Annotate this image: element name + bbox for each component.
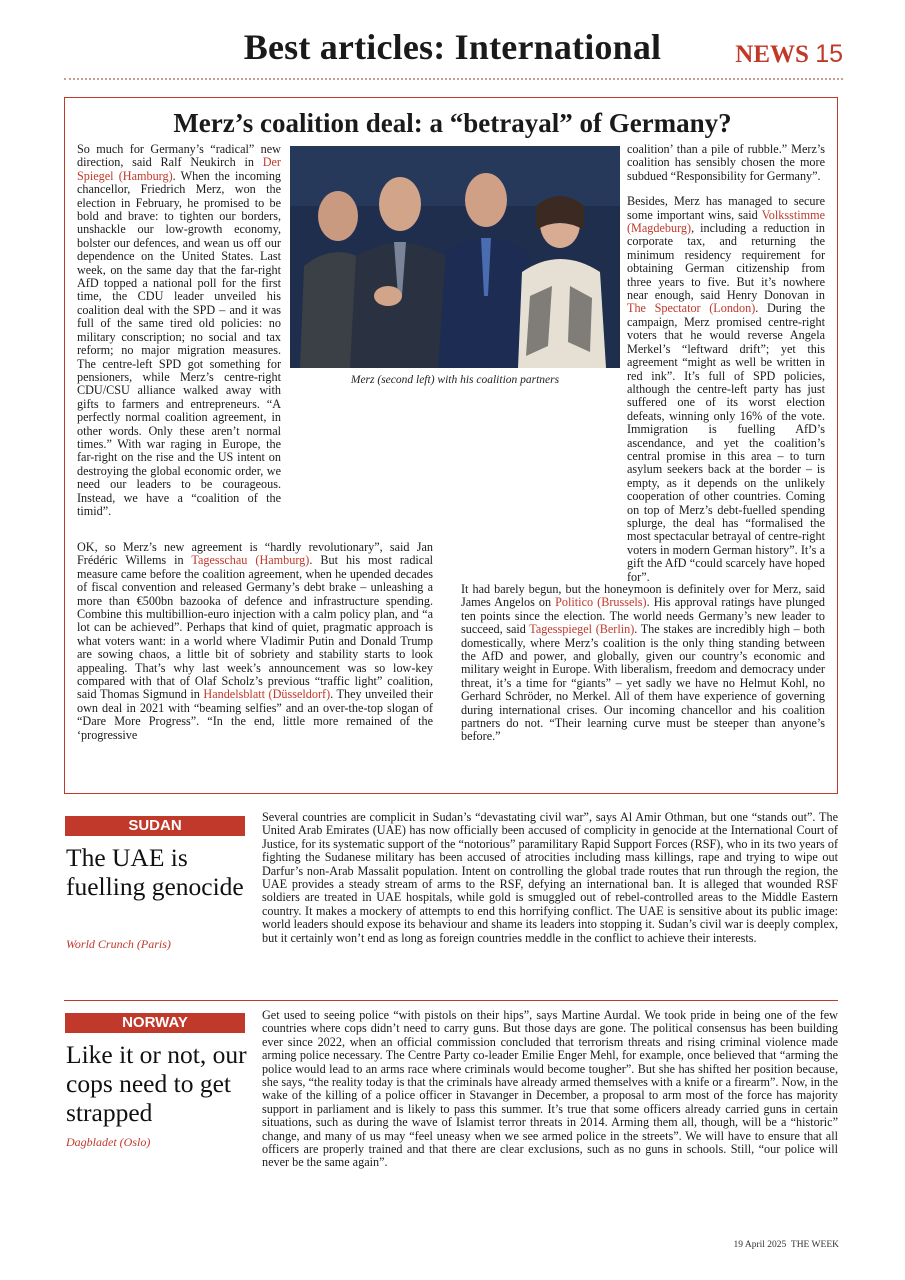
page-number: 15 — [815, 40, 843, 68]
sidebar-divider — [64, 1000, 838, 1001]
source-link[interactable]: Tagesspiegel (Berlin) — [529, 622, 635, 637]
photo-caption: Merz (second left) with his coalition partners — [350, 374, 560, 386]
source-link[interactable]: Volksstimme (Magdeburg) — [627, 207, 825, 236]
feature-headline: Merz’s coalition deal: a “betrayal” of Germany? — [173, 108, 732, 138]
publication-name: THE WEEK — [790, 1240, 839, 1250]
page-footer — [734, 1240, 839, 1250]
norway-tag: NORWAY — [65, 1013, 245, 1033]
source-link[interactable]: The Spectator (London) — [627, 301, 756, 316]
sudan-article-body: Several countries are complicit in Sudan’s “devastating civil war”, says Al Amir Othman, but one “stands out”. The United Arab Emirates (UAE) has now officially been accused of complicity in genocide at the International Court of Justice, for its systematic support of the “notorious” paramilitary Rapid Support Forces (RSF), who in its two years of fighting the Sudanese military has been accused of atrocities including mass killings, rape and trying to wipe out Darfur’s non-Arab Massalit population. Intent on controlling the global trade routes that run through the region, the UAE provides a steady stream of arms to the RSF, defying an international ban. It is alleged that wounded RSF soldiers are treated in UAE hospitals, while gold is smuggled out of rebel-controlled areas to the Middle Eastern country. It makes a mockery of attempts to end this horrifying conflict. The UAE is sensitive about its public image: world leaders should expose its behaviour and shame its leaders into stopping it. Sudan’s civil war is deeply complex, but it certainly won’t end as long as foreign countries meddle in the conflict to achieve their interests. — [262, 810, 838, 945]
sudan-source: World Crunch (Paris) — [66, 937, 171, 951]
source-link[interactable]: Tagesschau (Hamburg) — [191, 553, 310, 568]
feature-lower-left-column: OK, so Merz’s new agreement is “hardly revolutionary”, said Jan Frédéric Willems in Tagesschau (Hamburg). But his most radical measure came before the coalition agreement, when he upended decades of fiscal convention and released Germany’s debt brake – unleashing a more than €500bn bazooka of defence and infrastructure spending. Combine this multibillion-euro injection with a calm policy plan, and “a lot can be achieved”. Perhaps that kind of quiet, pragmatic approach is what voters want: in a world where Vladimir Putin and Donald Trump are sowing chaos, a little bit of sobriety and stability starts to look appealing. That’s why last week’s announcement was so low-key compared with that of Olaf Scholz’s previous “traffic light” coalition, said Thomas Sigmund in Handelsblatt (Düsseldorf). They unveiled their own deal in 2021 with “beaming selfies” and an over-the-top slogan of “Dare More Progress”. “In the end, little more remained of the ‘progressive — [77, 540, 434, 742]
sudan-headline: The UAE is fuelling genocide — [66, 843, 244, 901]
norway-article-body: Get used to seeing police “with pistols on their hips”, says Martine Aurdal. We took pride in being one of the few countries where cops didn’t need to carry guns. But those days are gone. The political consensus has been building ever since 2022, when an official commission concluded that terrorism threats and rising criminal violence made arming police necessary. The Centre Party co-leader Emilie Enger Mehl, for example, once believed that “arming the police would lead to an arms race where criminals would become tougher”. But she has shifted her position because, she says, “the reality today is that the criminals have already armed themselves with a knife or a firearm”. Now, in the wake of the killing of a police officer in Stavanger in December, a proposal to arm most of the force has majority support in parliament and is likely to pass this summer. It’s true that some officers already carried guns in certain situations, such as during the wave of Islamist terror threats in 2014. Arming them all, though, will be a “historic” change, and many of us may “feel uneasy when we see armed police in the streets”. We will have to ensure that all officers are properly trained and that there are clear exclusions, such as no guns in schools. Still, “our police will never be the same again”. — [262, 1008, 838, 1170]
header-divider — [64, 78, 843, 80]
source-link[interactable]: Der Spiegel (Hamburg) — [77, 155, 281, 183]
feature-right-column-bottom: It had barely begun, but the honeymoon is definitely over for Merz, said James Angelos on Politico (Brussels). His approval ratings have plunged ten points since the election. The world needs Germany’s new leader to succeed, said Tagesspiegel (Berlin). The stakes are incredibly high – both domestically, where Merz’s coalition is the only thing standing between the AfD and power, and globally, given our country’s economic and military weight in Europe. With liberalism, freedom and democracy under threat, it’s a time for “giants” – yet sadly we have no Helmut Kohl, no Gerhard Schröder, no Merkel. All of them have experience of governing during international crises. Our incoming chancellor and his coalition partners do not. “Their learning curve must be steeper than anyone’s before.” — [461, 582, 826, 744]
source-link[interactable]: Politico (Brussels) — [555, 595, 647, 610]
feature-left-column: So much for Germany’s “radical” new direction, said Ralf Neukirch in Der Spiegel (Hamburg). When the incoming chancellor, Friedrich Merz, won the election in February, he promised to be bold and brave: to tighten our borders, unshackle our low-growth economy, bolster our defences, and wean us off our dependence on the United States. Last week, on the same day that the far-right AfD topped a national poll for the first time, the CDU leader unveiled his coalition deal with the SPD – and it was full of the same tired old policies: no military conscription; no social and tax reform; no major migration measures. The centre-left SPD got something for pensioners, while Merz’s centre-right CDU/CSU alliance walked away with gifts to farmers and entrepreneurs. “A perfectly normal coalition agreement, in other words. Only these aren’t normal times.” With war raging in Europe, the far-right on the rise and the US intent on destroying the global economic order, we need our leaders to be courageous. Instead, we have a “coalition of the timid”. — [77, 142, 282, 518]
norway-source: Dagbladet (Oslo) — [66, 1135, 151, 1149]
section-label — [735, 40, 843, 69]
issue-date: 19 April 2025 — [733, 1240, 787, 1250]
section-name: NEWS — [735, 41, 809, 68]
source-link[interactable]: Handelsblatt (Düsseldorf) — [203, 687, 331, 702]
norway-headline: Like it or not, our cops need to get strapped — [66, 1040, 247, 1127]
page-title: Best articles: International — [243, 27, 662, 67]
coalition-photo — [290, 146, 620, 368]
feature-right-column-top: coalition’ than a pile of rubble.” Merz’s coalition has sensibly chosen the more subdued “Responsibility for Germany”. Besides, Merz has managed to secure some important wins, said Volksstimme (Magdeburg), including a reduction in corporate tax, and returning the minimum residency requirement for obtaining German citizenship from three years to five. But it’s nowhere near enough, said Henry Donovan in The Spectator (London). During the campaign, Merz promised centre-right voters that he would reverse Angela Merkel’s “leftward drift”; yet this agreement “might as well be written in red ink”. It’s full of SPD policies, although the centre-left party has just suffered one of its worst election defeats, winning only 16% of the vote. Immigration is fuelling AfD’s ascendance, and yet the coalition’s central promise in this area – to turn asylum seekers back at the border – is empty, as it depends on the unlikely cooperation of other countries. Coming on top of Merz’s debt-fuelled spending splurge, the deal has “formalised the most spectacular betrayal of centre-right voters in modern German history”. It’s a gift the AfD “could scarcely have hoped for”. — [627, 142, 825, 584]
sudan-tag: SUDAN — [65, 816, 245, 836]
